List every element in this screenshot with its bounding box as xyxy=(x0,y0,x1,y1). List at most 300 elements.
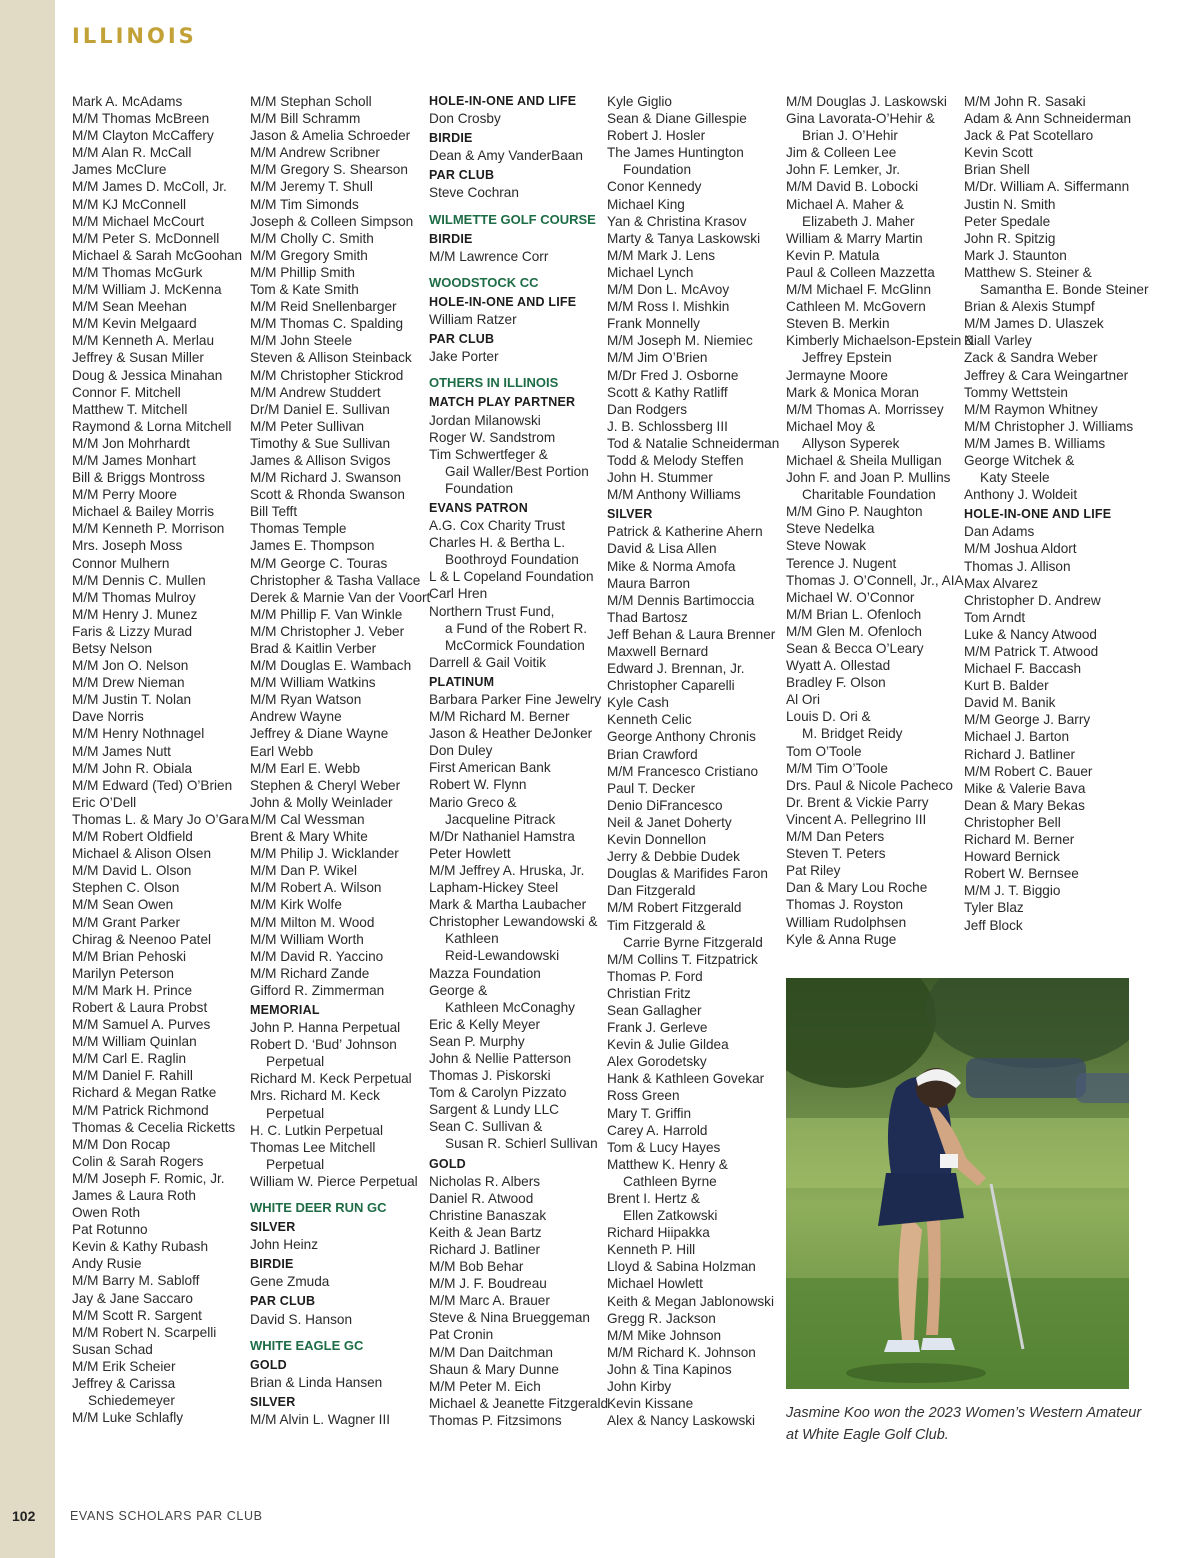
donor-name: Gina Lavorata-O’Hehir & xyxy=(786,111,935,127)
donor-name: Douglas & Marifides Faron xyxy=(607,866,768,882)
donor-name: M/M Robert A. Wilson xyxy=(250,880,382,896)
donor-name: William & Marry Martin xyxy=(786,230,923,246)
donor-name: M/M Sean Meehan xyxy=(72,299,187,315)
donor-name: Dan Adams xyxy=(964,524,1035,540)
donor-name: M/M John R. Sasaki xyxy=(964,94,1086,109)
donor-name: Bill & Briggs Montross xyxy=(72,470,205,486)
donor-name: M/M Gregory S. Shearson xyxy=(250,162,408,178)
donor-name: Mike & Valerie Bava xyxy=(964,780,1086,796)
donor-name: M/M Jon Mohrhardt xyxy=(72,435,190,451)
donor-name: Gifford R. Zimmerman xyxy=(250,982,385,998)
donor-name: Susan Schad xyxy=(72,1341,153,1357)
donor-name: M/M Henry J. Munez xyxy=(72,606,198,622)
donor-name: Jason & Amelia Schroeder xyxy=(250,128,411,144)
left-margin-bar xyxy=(0,0,55,1558)
donor-name: M/M James Nutt xyxy=(72,743,171,759)
donor-name: Mark J. Staunton xyxy=(964,247,1067,263)
donor-name: Christopher Lewandowski & xyxy=(429,914,598,930)
donor-name: M/M Patrick Richmond xyxy=(72,1102,209,1118)
donor-name: Keith & Megan Jablonowski xyxy=(607,1293,774,1309)
donor-name: Dave Norris xyxy=(72,709,144,725)
donor-name: Marty & Tanya Laskowski xyxy=(607,230,761,246)
donor-name: Brad & Kaitlin Verber xyxy=(250,641,377,656)
donor-name: M/M Alvin L. Wagner III xyxy=(250,1412,391,1428)
donor-name: M/M Lawrence Corr xyxy=(429,248,549,264)
donor-name: M/M William J. McKenna xyxy=(72,282,222,298)
donor-name: Vincent A. Pellegrino III xyxy=(786,811,927,827)
donor-name: M/M George J. Barry xyxy=(964,712,1091,728)
donor-name: Gene Zmuda xyxy=(250,1274,330,1290)
donor-name: Jeffrey & Diane Wayne xyxy=(250,726,389,742)
donor-name: Andy Rusie xyxy=(72,1256,142,1272)
donor-name: M/M Don Rocap xyxy=(72,1136,171,1152)
donor-name: A.G. Cox Charity Trust xyxy=(429,518,565,534)
donor-column-6 xyxy=(964,93,1149,934)
donor-name: Robert D. ‘Bud’ Johnson xyxy=(250,1037,397,1053)
donor-name: M/M David B. Lobocki xyxy=(786,179,919,195)
donor-name: Jermayne Moore xyxy=(786,367,888,383)
donor-name: Frank Monnelly xyxy=(607,316,700,332)
donor-name: Richard M. Berner xyxy=(964,832,1075,848)
donor-name: Mrs. Joseph Moss xyxy=(72,538,183,554)
donor-name: M/M John R. Obiala xyxy=(72,760,193,776)
donor-name: M/M Jim O’Brien xyxy=(607,350,708,366)
club-heading: WHITE DEER RUN GC xyxy=(250,1200,387,1215)
donor-name: Ross Green xyxy=(607,1088,680,1104)
donor-name: Steven & Allison Steinback xyxy=(250,350,412,366)
donor-name-continued: Allyson Syperek xyxy=(802,435,900,451)
donor-name: M/M Luke Schlafly xyxy=(72,1410,184,1426)
donor-name: M/M Andrew Scribner xyxy=(250,145,380,161)
donor-name: Michael & Sarah McGoohan xyxy=(72,247,243,263)
donor-name: Thomas Lee Mitchell xyxy=(250,1139,376,1155)
donor-name: Frank J. Gerleve xyxy=(607,1020,708,1036)
donor-name: Steve Nedelka xyxy=(786,521,875,537)
donor-name: Sean C. Sullivan & xyxy=(429,1119,543,1135)
donor-name: George Anthony Chronis xyxy=(607,729,756,745)
donor-name: Nicholas R. Albers xyxy=(429,1173,541,1189)
donor-name: Edward J. Brennan, Jr. xyxy=(607,661,745,677)
donor-name: Owen Roth xyxy=(72,1205,141,1221)
footer-publication-name: EVANS SCHOLARS PAR CLUB xyxy=(70,1509,263,1523)
donor-name: Pat Riley xyxy=(786,863,841,879)
donor-name: Cathleen M. McGovern xyxy=(786,299,926,315)
donor-name-continued: Jeffrey Epstein xyxy=(802,350,892,366)
donor-name: Robert W. Flynn xyxy=(429,777,527,793)
donor-name: Mrs. Richard M. Keck xyxy=(250,1088,380,1104)
donor-name: Hank & Kathleen Govekar xyxy=(607,1071,765,1087)
donor-name: M/M Don L. McAvoy xyxy=(607,282,730,298)
giving-level-heading: SILVER xyxy=(607,507,653,522)
donor-name: M/M Christopher Stickrod xyxy=(250,367,404,383)
donor-name: Jim & Colleen Lee xyxy=(786,145,897,161)
donor-name: Thomas Temple xyxy=(250,521,347,537)
donor-name: John Kirby xyxy=(607,1379,672,1395)
giving-level-heading: EVANS PATRON xyxy=(429,500,528,515)
donor-name: M/M Clayton McCaffery xyxy=(72,128,214,144)
donor-name: Thomas J. Royston xyxy=(786,897,904,913)
donor-name: M/M Grant Parker xyxy=(72,914,181,930)
donor-name: Richard Hiipakka xyxy=(607,1225,710,1241)
donor-name: Betsy Nelson xyxy=(72,641,153,656)
donor-name: M/M KJ McConnell xyxy=(72,196,187,212)
donor-name: Peter Spedale xyxy=(964,213,1051,229)
donor-name: Colin & Sarah Rogers xyxy=(72,1153,204,1169)
donor-name: M/M Richard K. Johnson xyxy=(607,1344,756,1360)
donor-name: Kevin Donnellon xyxy=(607,832,706,848)
giving-level-heading: HOLE-IN-ONE AND LIFE xyxy=(429,294,577,309)
donor-name: James & Allison Svigos xyxy=(250,452,391,468)
donor-name: James E. Thompson xyxy=(250,538,375,554)
donor-name: Michael J. Barton xyxy=(964,729,1070,745)
donor-name: Mike & Norma Amofa xyxy=(607,558,736,574)
donor-name: Michael & Sheila Mulligan xyxy=(786,452,942,468)
donor-name: Mark & Martha Laubacher xyxy=(429,897,587,913)
giving-level-heading: BIRDIE xyxy=(429,131,473,146)
donor-name: Mario Greco & xyxy=(429,794,517,810)
donor-name: M/M Robert C. Bauer xyxy=(964,763,1093,779)
donor-name: William W. Pierce Perpetual xyxy=(250,1173,418,1189)
donor-name: Jeffrey & Carissa xyxy=(72,1376,176,1392)
donor-name: M/M Michael McCourt xyxy=(72,213,205,229)
donor-name: Chirag & Neenoo Patel xyxy=(72,931,212,947)
donor-name: Justin N. Smith xyxy=(964,196,1056,212)
donor-name: Thomas P. Ford xyxy=(607,968,703,984)
donor-name: Brian Crawford xyxy=(607,746,698,762)
donor-name: Brent & Mary White xyxy=(250,829,368,845)
donor-name-continued: Samantha E. Bonde Steiner xyxy=(980,282,1149,298)
donor-name: Mark & Monica Moran xyxy=(786,384,919,400)
donor-name: Raymond & Lorna Mitchell xyxy=(72,418,232,434)
donor-name: Maura Barron xyxy=(607,575,691,591)
donor-name: Dr. Brent & Vickie Parry xyxy=(786,794,929,810)
donor-name: George Witchek & xyxy=(964,452,1075,468)
giving-level-heading: MEMORIAL xyxy=(250,1002,320,1017)
donor-name: M/M Brian L. Ofenloch xyxy=(786,606,922,622)
donor-name: M/M Mark H. Prince xyxy=(72,982,193,998)
donor-name: Pat Cronin xyxy=(429,1327,494,1343)
donor-name: Brian & Alexis Stumpf xyxy=(964,299,1095,315)
donor-name: M/M Bob Behar xyxy=(429,1259,524,1275)
donor-name: Roger W. Sandstrom xyxy=(429,429,556,445)
donor-name: M/Dr Nathaniel Hamstra xyxy=(429,828,575,844)
donor-name: John P. Hanna Perpetual xyxy=(250,1020,401,1036)
donor-name: M/M Ross I. Mishkin xyxy=(607,299,730,315)
donor-name: Kenneth Celic xyxy=(607,712,692,728)
donor-name: Thomas L. & Mary Jo O’Gara xyxy=(72,811,249,827)
donor-name: Zack & Sandra Weber xyxy=(964,350,1098,366)
donor-name: M/M Milton M. Wood xyxy=(250,914,375,930)
donor-name-continued: M. Bridget Reidy xyxy=(802,726,903,742)
donor-name: M/M David L. Olson xyxy=(72,863,192,879)
donor-name: M/M Thomas A. Morrissey xyxy=(786,401,944,417)
giving-level-heading: HOLE-IN-ONE AND LIFE xyxy=(429,94,577,108)
donor-name: Peter Howlett xyxy=(429,845,511,861)
donor-name: Michael & Bailey Morris xyxy=(72,504,215,520)
donor-name: M/M Tim Simonds xyxy=(250,196,359,212)
donor-name: Brian & Linda Hansen xyxy=(250,1374,383,1390)
donor-name: M/Dr Fred J. Osborne xyxy=(607,367,739,383)
donor-name: John H. Stummer xyxy=(607,470,713,486)
donor-name: Dr/M Daniel E. Sullivan xyxy=(250,401,390,417)
donor-column-4 xyxy=(607,93,779,1429)
donor-name: M/M Reid Snellenbarger xyxy=(250,299,397,315)
donor-name: M/M Daniel F. Rahill xyxy=(72,1068,193,1084)
donor-name: M/M Cal Wessman xyxy=(250,811,365,827)
donor-name: M/M Robert Fitzgerald xyxy=(607,900,742,916)
donor-name: M/M Henry Nothnagel xyxy=(72,726,205,742)
donor-name: David & Lisa Allen xyxy=(607,541,717,557)
donor-name: Wyatt A. Ollestad xyxy=(786,658,891,674)
club-heading: OTHERS IN ILLINOIS xyxy=(429,375,559,391)
donor-name: Paul & Colleen Mazzetta xyxy=(786,264,935,280)
donor-name: M/M Jeremy T. Shull xyxy=(250,179,373,195)
donor-name: M/M Marc A. Brauer xyxy=(429,1293,550,1309)
donor-name: M/M Douglas J. Laskowski xyxy=(786,94,947,109)
donor-name: M/M William Watkins xyxy=(250,675,376,691)
donor-name: Kyle Cash xyxy=(607,695,669,711)
club-heading: WHITE EAGLE GC xyxy=(250,1337,364,1353)
donor-name: Patrick & Katherine Ahern xyxy=(607,524,763,540)
donor-name: Dean & Mary Bekas xyxy=(964,797,1085,813)
donor-name: Tyler Blaz xyxy=(964,900,1024,916)
donor-name: Jerry & Debbie Dudek xyxy=(607,849,740,865)
donor-name: Brian Shell xyxy=(964,162,1030,178)
donor-name: M/M Thomas McBreen xyxy=(72,111,210,127)
donor-name: John Heinz xyxy=(250,1237,319,1253)
donor-name: M/M Dan P. Wikel xyxy=(250,863,358,879)
donor-name: M/M Phillip Smith xyxy=(250,264,355,280)
donor-name: Alex & Nancy Laskowski xyxy=(607,1413,756,1429)
donor-name: Mark A. McAdams xyxy=(72,94,183,109)
donor-name: Richard & Megan Ratke xyxy=(72,1085,217,1101)
donor-name: M/M John Steele xyxy=(250,333,352,349)
donor-name: Bill Tefft xyxy=(250,504,298,520)
donor-name-continued: Jacqueline Pitrack xyxy=(445,811,556,827)
donor-name: Jordan Milanowski xyxy=(429,412,541,428)
donor-name: M/M Phillip F. Van Winkle xyxy=(250,606,403,622)
giving-level-heading: GOLD xyxy=(250,1357,287,1372)
donor-name: M/M Kenneth P. Morrison xyxy=(72,521,225,537)
donor-name-continued: Reid-Lewandowski xyxy=(445,948,560,964)
donor-name: M/M Peter M. Eich xyxy=(429,1378,541,1394)
donor-name: Sean & Diane Gillespie xyxy=(607,111,747,127)
donor-name: M/M Gino P. Naughton xyxy=(786,504,923,520)
donor-name: L & L Copeland Foundation xyxy=(429,569,594,585)
donor-name: Eric & Kelly Meyer xyxy=(429,1016,541,1032)
donor-name: M/M Dennis C. Mullen xyxy=(72,572,206,588)
donor-name: John R. Spitzig xyxy=(964,230,1056,246)
donor-name: M/M Philip J. Wicklander xyxy=(250,846,399,862)
donor-name: Kevin P. Matula xyxy=(786,247,880,263)
donor-name: M/M Earl E. Webb xyxy=(250,760,361,776)
donor-name: Jeff Block xyxy=(964,917,1023,933)
donor-name: Jack & Pat Scotellaro xyxy=(964,128,1094,144)
donor-column-3 xyxy=(429,93,608,1429)
donor-name: John F. Lemker, Jr. xyxy=(786,162,901,178)
giving-level-heading: PAR CLUB xyxy=(429,168,495,183)
donor-name: M/M Bill Schramm xyxy=(250,111,361,127)
donor-name-continued: Foundation xyxy=(623,162,692,178)
donor-name: M/Dr. William A. Siffermann xyxy=(964,179,1130,195)
donor-name: Michael & Jeanette Fitzgerald xyxy=(429,1395,609,1411)
donor-name: M/M Anthony Williams xyxy=(607,487,741,503)
donor-name: Richard J. Batliner xyxy=(964,746,1076,762)
donor-name: Kurt B. Balder xyxy=(964,678,1049,694)
donor-name: Todd & Melody Steffen xyxy=(607,452,744,468)
donor-name: Sargent & Lundy LLC xyxy=(429,1102,559,1118)
donor-name: Kevin & Julie Gildea xyxy=(607,1037,729,1053)
donor-name: Drs. Paul & Nicole Pacheco xyxy=(786,777,953,793)
donor-name: Doug & Jessica Minahan xyxy=(72,367,223,383)
donor-name: Steven T. Peters xyxy=(786,846,886,862)
donor-name: Robert J. Hosler xyxy=(607,128,706,144)
donor-name: M/M Stephan Scholl xyxy=(250,94,372,109)
donor-name: M/M Joshua Aldort xyxy=(964,541,1077,557)
donor-name: H. C. Lutkin Perpetual xyxy=(250,1122,383,1138)
donor-name-continued: Brian J. O’Hehir xyxy=(802,128,898,144)
donor-name-continued: Gail Waller/Best Portion xyxy=(445,463,589,479)
donor-name: Michael & Alison Olsen xyxy=(72,846,212,862)
donor-name: Christopher Bell xyxy=(964,814,1061,830)
donor-column-2 xyxy=(250,93,430,1428)
donor-name: Connor Mulhern xyxy=(72,555,170,571)
donor-name: M/M Michael F. McGlinn xyxy=(786,282,932,298)
donor-name: M/M J. F. Boudreau xyxy=(429,1276,547,1292)
donor-name: Bradley F. Olson xyxy=(786,675,886,691)
donor-name: M/M Tim O’Toole xyxy=(786,760,888,776)
donor-name: Adam & Ann Schneiderman xyxy=(964,111,1132,127)
donor-name: M/M Raymon Whitney xyxy=(964,401,1098,417)
donor-name: George & xyxy=(429,982,488,998)
donor-name: Don Duley xyxy=(429,743,493,759)
donor-name: Eric O’Dell xyxy=(72,794,137,810)
donor-name: Christopher & Tasha Vallace xyxy=(250,572,421,588)
donor-name: Kevin & Kathy Rubash xyxy=(72,1239,209,1255)
donor-name: First American Bank xyxy=(429,760,551,776)
donor-name: Steve & Nina Brueggeman xyxy=(429,1310,590,1326)
donor-name-continued: Perpetual xyxy=(266,1156,325,1172)
donor-name: M/M Thomas C. Spalding xyxy=(250,316,404,332)
donor-name: Matthew S. Steiner & xyxy=(964,264,1092,280)
donor-name: Christine Banaszak xyxy=(429,1207,547,1223)
golfer-photo xyxy=(786,978,1129,1389)
donor-name-continued: Kathleen McConaghy xyxy=(445,999,575,1015)
donor-name: Tom & Kate Smith xyxy=(250,282,359,298)
donor-name: M/M Jeffrey A. Hruska, Jr. xyxy=(429,862,585,878)
donor-name: M/M Barry M. Sabloff xyxy=(72,1273,200,1289)
donor-name: Don Crosby xyxy=(429,111,501,127)
donor-name: M/M Andrew Studdert xyxy=(250,384,381,400)
donor-name: Jason & Heather DeJonker xyxy=(429,726,593,742)
giving-level-heading: MATCH PLAY PARTNER xyxy=(429,395,576,410)
donor-name: M/M Carl E. Raglin xyxy=(72,1051,187,1067)
giving-level-heading: PAR CLUB xyxy=(429,332,495,347)
giving-level-heading: BIRDIE xyxy=(429,231,473,246)
donor-name: Timothy & Sue Sullivan xyxy=(250,435,391,451)
donor-name: Michael A. Maher & xyxy=(786,196,904,212)
donor-name: Thad Bartosz xyxy=(607,609,688,625)
donor-name: M/M Mark J. Lens xyxy=(607,247,716,263)
donor-name: Thomas P. Fitzsimons xyxy=(429,1412,562,1428)
donor-name: Terence J. Nugent xyxy=(786,555,897,571)
donor-name: Richard J. Batliner xyxy=(429,1242,541,1257)
donor-name-continued: Katy Steele xyxy=(980,470,1050,486)
donor-name: Sean Gallagher xyxy=(607,1002,702,1018)
donor-name: M/M Scott R. Sargent xyxy=(72,1307,202,1323)
donor-name: Conor Kennedy xyxy=(607,179,702,195)
donor-name: M/M Robert N. Scarpelli xyxy=(72,1324,217,1340)
donor-name: Tim Fitzgerald & xyxy=(607,917,706,933)
donor-name: Michael Lynch xyxy=(607,264,694,280)
donor-name: Christopher Caparelli xyxy=(607,678,735,694)
donor-name: Michael King xyxy=(607,196,685,212)
donor-name: Max Alvarez xyxy=(964,575,1039,591)
donor-name: M/M Dennis Bartimoccia xyxy=(607,592,755,608)
donor-name: Steven B. Merkin xyxy=(786,316,890,332)
donor-name: M/M Peter Sullivan xyxy=(250,418,365,434)
donor-name: Brent I. Hertz & xyxy=(607,1191,700,1206)
donor-name: M/M James B. Williams xyxy=(964,435,1106,451)
donor-name: Alex Gorodetsky xyxy=(607,1054,707,1070)
donor-name: Stephen & Cheryl Weber xyxy=(250,777,401,793)
donor-name: M/M David R. Yaccino xyxy=(250,948,384,964)
donor-name-continued: Perpetual xyxy=(266,1105,325,1121)
donor-name: M/M Robert Oldfield xyxy=(72,829,193,845)
donor-name: M/M Samuel A. Purves xyxy=(72,1017,211,1033)
donor-name: Mary T. Griffin xyxy=(607,1105,692,1121)
donor-name: Lloyd & Sabina Holzman xyxy=(607,1259,756,1275)
donor-name-continued: Perpetual xyxy=(266,1054,325,1070)
donor-name: M/M Joseph F. Romic, Jr. xyxy=(72,1170,225,1186)
donor-name: Matthew K. Henry & xyxy=(607,1156,728,1172)
donor-name: Sean P. Murphy xyxy=(429,1033,525,1049)
donor-name: Mazza Foundation xyxy=(429,965,541,981)
donor-name: Joseph & Colleen Simpson xyxy=(250,213,414,229)
club-heading: WOODSTOCK CC xyxy=(429,274,539,290)
donor-name: Scott & Rhonda Swanson xyxy=(250,487,405,503)
donor-name: Connor F. Mitchell xyxy=(72,384,181,400)
donor-name: Daniel R. Atwood xyxy=(429,1190,534,1206)
donor-name: Charles H. & Bertha L. xyxy=(429,535,565,551)
donor-name: Kevin Kissane xyxy=(607,1396,694,1412)
donor-name: M/M Thomas Mulroy xyxy=(72,589,196,605)
donor-name: M/M Kirk Wolfe xyxy=(250,897,342,913)
donor-name: M/M Sean Owen xyxy=(72,897,174,913)
donor-name: Tom & Lucy Hayes xyxy=(607,1139,721,1155)
donor-name: Lapham-Hickey Steel xyxy=(429,880,559,896)
donor-name: Scott & Kathy Ratliff xyxy=(607,384,728,400)
donor-name: Denio DiFrancesco xyxy=(607,797,723,813)
donor-name: Andrew Wayne xyxy=(250,709,342,725)
donor-name: Neil & Janet Doherty xyxy=(607,814,732,830)
donor-name: Matthew T. Mitchell xyxy=(72,401,188,417)
donor-name: Pat Rotunno xyxy=(72,1222,148,1238)
giving-level-heading: SILVER xyxy=(250,1394,296,1409)
donor-name: M/M James D. Ulaszek xyxy=(964,316,1104,332)
donor-name: Keith & Jean Bartz xyxy=(429,1224,542,1240)
donor-name: M/M Gregory Smith xyxy=(250,247,368,263)
donor-name: Jeff Behan & Laura Brenner xyxy=(607,626,776,642)
donor-name: M/M Patrick T. Atwood xyxy=(964,644,1099,659)
donor-name: Tod & Natalie Schneiderman xyxy=(607,435,780,451)
donor-name-continued: Elizabeth J. Maher xyxy=(802,213,915,229)
donor-name: Michael F. Baccash xyxy=(964,661,1082,677)
donor-name: Derek & Marnie Van der Voort xyxy=(250,589,431,605)
donor-name: Marilyn Peterson xyxy=(72,965,174,981)
donor-name: M/M Douglas E. Wambach xyxy=(250,658,412,674)
donor-name-continued: Boothroyd Foundation xyxy=(445,552,579,568)
